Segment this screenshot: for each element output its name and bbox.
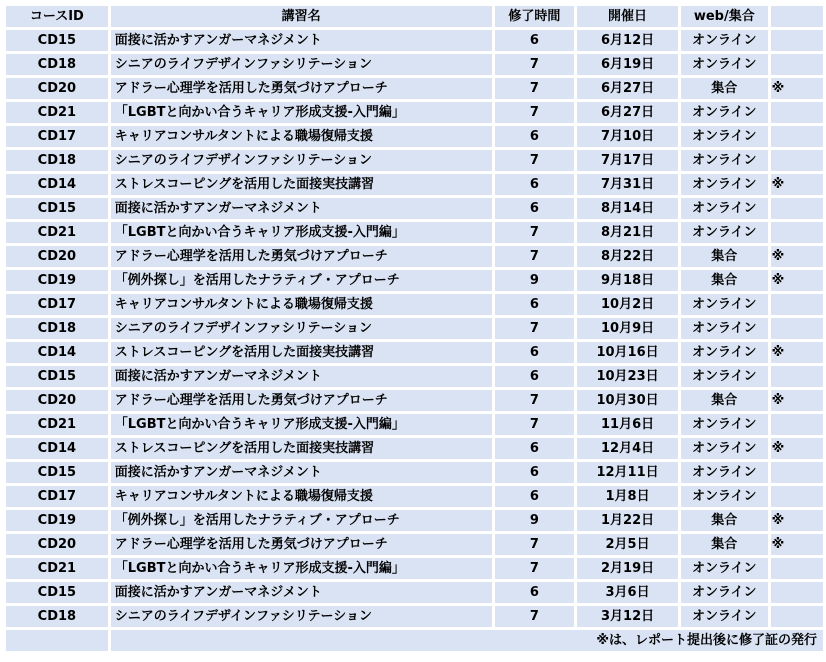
cell-date: 10月9日	[577, 318, 678, 339]
cell-completion-hours: 6	[495, 582, 575, 603]
cell-report-mark	[771, 222, 823, 243]
cell-date: 6月12日	[577, 30, 678, 51]
table-row	[6, 606, 823, 627]
cell-report-mark	[771, 414, 823, 435]
cell-format: 集合	[681, 270, 768, 291]
table-row	[6, 438, 823, 459]
cell-completion-hours: 7	[495, 222, 575, 243]
cell-format: オンライン	[681, 294, 768, 315]
cell-completion-hours: 9	[495, 270, 575, 291]
table-row	[6, 174, 823, 195]
cell-report-mark	[771, 606, 823, 627]
cell-course-name: 「LGBTと向かい合うキャリア形成支援-入門編」	[111, 558, 492, 579]
cell-course-id: CD21	[6, 222, 108, 243]
cell-date: 6月19日	[577, 54, 678, 75]
table-row	[6, 150, 823, 171]
cell-report-mark: ※	[771, 246, 823, 267]
table-row	[6, 414, 823, 435]
cell-course-id: CD15	[6, 462, 108, 483]
cell-course-name: ストレスコーピングを活用した面接実技講習	[111, 342, 492, 363]
cell-course-name: シニアのライフデザインファシリテーション	[111, 54, 492, 75]
cell-report-mark	[771, 126, 823, 147]
cell-date: 8月14日	[577, 198, 678, 219]
cell-date: 9月18日	[577, 270, 678, 291]
cell-completion-hours: 6	[495, 198, 575, 219]
cell-course-name: 面接に活かすアンガーマネジメント	[111, 198, 492, 219]
cell-course-name: 「LGBTと向かい合うキャリア形成支援-入門編」	[111, 222, 492, 243]
cell-format: オンライン	[681, 438, 768, 459]
footnote-cell-empty	[6, 630, 108, 651]
cell-course-name: 「LGBTと向かい合うキャリア形成支援-入門編」	[111, 414, 492, 435]
cell-course-id: CD19	[6, 510, 108, 531]
cell-format: オンライン	[681, 102, 768, 123]
cell-format: オンライン	[681, 54, 768, 75]
cell-report-mark	[771, 198, 823, 219]
cell-completion-hours: 7	[495, 246, 575, 267]
cell-format: オンライン	[681, 126, 768, 147]
cell-completion-hours: 6	[495, 174, 575, 195]
cell-format: オンライン	[681, 222, 768, 243]
table-row	[6, 462, 823, 483]
cell-completion-hours: 7	[495, 318, 575, 339]
cell-completion-hours: 6	[495, 462, 575, 483]
cell-completion-hours: 6	[495, 366, 575, 387]
header-completion-hours: 修了時間	[495, 6, 575, 27]
cell-course-name: アドラー心理学を活用した勇気づけアプローチ	[111, 390, 492, 411]
cell-course-name: キャリアコンサルタントによる職場復帰支援	[111, 486, 492, 507]
cell-report-mark	[771, 54, 823, 75]
cell-report-mark: ※	[771, 270, 823, 291]
cell-report-mark: ※	[771, 510, 823, 531]
cell-completion-hours: 6	[495, 126, 575, 147]
cell-format: オンライン	[681, 582, 768, 603]
cell-course-name: 面接に活かすアンガーマネジメント	[111, 462, 492, 483]
cell-report-mark	[771, 150, 823, 171]
table-row	[6, 54, 823, 75]
course-schedule-table	[3, 3, 826, 654]
cell-course-name: シニアのライフデザインファシリテーション	[111, 150, 492, 171]
cell-course-id: CD19	[6, 270, 108, 291]
cell-format: 集合	[681, 510, 768, 531]
cell-format: オンライン	[681, 414, 768, 435]
header-mark	[771, 6, 823, 27]
cell-completion-hours: 6	[495, 30, 575, 51]
cell-course-name: 「LGBTと向かい合うキャリア形成支援-入門編」	[111, 102, 492, 123]
cell-course-name: アドラー心理学を活用した勇気づけアプローチ	[111, 78, 492, 99]
header-course-id: コースID	[6, 6, 108, 27]
cell-completion-hours: 6	[495, 438, 575, 459]
cell-date: 2月5日	[577, 534, 678, 555]
cell-report-mark	[771, 318, 823, 339]
cell-course-name: シニアのライフデザインファシリテーション	[111, 318, 492, 339]
cell-date: 7月17日	[577, 150, 678, 171]
table-row	[6, 222, 823, 243]
cell-course-id: CD18	[6, 606, 108, 627]
cell-course-id: CD17	[6, 294, 108, 315]
header-row	[6, 6, 823, 27]
cell-course-name: アドラー心理学を活用した勇気づけアプローチ	[111, 534, 492, 555]
table-row	[6, 534, 823, 555]
cell-format: 集合	[681, 534, 768, 555]
cell-date: 10月23日	[577, 366, 678, 387]
table-row	[6, 102, 823, 123]
cell-course-name: ストレスコーピングを活用した面接実技講習	[111, 438, 492, 459]
cell-course-id: CD20	[6, 390, 108, 411]
cell-completion-hours: 7	[495, 150, 575, 171]
cell-completion-hours: 7	[495, 102, 575, 123]
cell-course-name: 「例外探し」を活用したナラティブ・アプローチ	[111, 270, 492, 291]
cell-date: 3月12日	[577, 606, 678, 627]
cell-format: オンライン	[681, 462, 768, 483]
header-date: 開催日	[577, 6, 678, 27]
cell-report-mark: ※	[771, 342, 823, 363]
cell-completion-hours: 6	[495, 486, 575, 507]
cell-report-mark: ※	[771, 534, 823, 555]
cell-date: 1月8日	[577, 486, 678, 507]
footnote-row	[6, 630, 823, 651]
cell-date: 6月27日	[577, 102, 678, 123]
cell-report-mark	[771, 30, 823, 51]
cell-date: 8月21日	[577, 222, 678, 243]
table-row	[6, 486, 823, 507]
cell-format: オンライン	[681, 606, 768, 627]
cell-format: オンライン	[681, 30, 768, 51]
cell-format: 集合	[681, 78, 768, 99]
cell-course-name: キャリアコンサルタントによる職場復帰支援	[111, 126, 492, 147]
cell-date: 1月22日	[577, 510, 678, 531]
cell-format: オンライン	[681, 150, 768, 171]
cell-date: 10月30日	[577, 390, 678, 411]
table-row	[6, 510, 823, 531]
cell-date: 7月10日	[577, 126, 678, 147]
table-row	[6, 270, 823, 291]
table-row	[6, 126, 823, 147]
table-row	[6, 318, 823, 339]
cell-course-id: CD21	[6, 558, 108, 579]
cell-report-mark	[771, 558, 823, 579]
cell-course-id: CD14	[6, 438, 108, 459]
cell-completion-hours: 7	[495, 78, 575, 99]
cell-completion-hours: 6	[495, 294, 575, 315]
cell-course-id: CD15	[6, 198, 108, 219]
cell-report-mark	[771, 366, 823, 387]
cell-format: オンライン	[681, 318, 768, 339]
cell-report-mark	[771, 294, 823, 315]
cell-course-name: 「例外探し」を活用したナラティブ・アプローチ	[111, 510, 492, 531]
cell-course-id: CD20	[6, 534, 108, 555]
cell-course-id: CD18	[6, 318, 108, 339]
cell-date: 6月27日	[577, 78, 678, 99]
cell-completion-hours: 7	[495, 558, 575, 579]
cell-completion-hours: 7	[495, 606, 575, 627]
cell-date: 11月6日	[577, 414, 678, 435]
cell-date: 2月19日	[577, 558, 678, 579]
cell-course-id: CD15	[6, 366, 108, 387]
cell-date: 10月2日	[577, 294, 678, 315]
cell-completion-hours: 6	[495, 342, 575, 363]
table-row	[6, 78, 823, 99]
table-row	[6, 390, 823, 411]
table-row	[6, 294, 823, 315]
cell-course-id: CD15	[6, 582, 108, 603]
cell-report-mark: ※	[771, 174, 823, 195]
cell-course-id: CD21	[6, 414, 108, 435]
cell-format: オンライン	[681, 342, 768, 363]
cell-course-name: ストレスコーピングを活用した面接実技講習	[111, 174, 492, 195]
footnote: ※は、レポート提出後に修了証の発行	[111, 630, 823, 651]
cell-report-mark	[771, 486, 823, 507]
cell-course-name: 面接に活かすアンガーマネジメント	[111, 30, 492, 51]
cell-date: 12月11日	[577, 462, 678, 483]
cell-course-id: CD14	[6, 342, 108, 363]
cell-format: オンライン	[681, 174, 768, 195]
table-row	[6, 198, 823, 219]
cell-format: 集合	[681, 246, 768, 267]
cell-report-mark: ※	[771, 390, 823, 411]
cell-course-id: CD20	[6, 78, 108, 99]
cell-date: 3月6日	[577, 582, 678, 603]
cell-date: 7月31日	[577, 174, 678, 195]
cell-completion-hours: 9	[495, 510, 575, 531]
cell-course-id: CD18	[6, 54, 108, 75]
cell-report-mark	[771, 102, 823, 123]
cell-format: 集合	[681, 390, 768, 411]
header-course-name: 講習名	[111, 6, 492, 27]
cell-format: オンライン	[681, 198, 768, 219]
cell-format: オンライン	[681, 486, 768, 507]
cell-format: オンライン	[681, 558, 768, 579]
table-row	[6, 558, 823, 579]
cell-date: 10月16日	[577, 342, 678, 363]
cell-course-id: CD18	[6, 150, 108, 171]
cell-format: オンライン	[681, 366, 768, 387]
cell-course-id: CD17	[6, 126, 108, 147]
table-row	[6, 246, 823, 267]
cell-course-name: アドラー心理学を活用した勇気づけアプローチ	[111, 246, 492, 267]
cell-course-name: キャリアコンサルタントによる職場復帰支援	[111, 294, 492, 315]
cell-course-name: 面接に活かすアンガーマネジメント	[111, 582, 492, 603]
cell-course-id: CD14	[6, 174, 108, 195]
cell-report-mark: ※	[771, 78, 823, 99]
table-row	[6, 30, 823, 51]
cell-report-mark: ※	[771, 438, 823, 459]
cell-completion-hours: 7	[495, 54, 575, 75]
header-format: web/集合	[681, 6, 768, 27]
cell-completion-hours: 7	[495, 414, 575, 435]
cell-course-id: CD20	[6, 246, 108, 267]
cell-date: 12月4日	[577, 438, 678, 459]
cell-course-name: 面接に活かすアンガーマネジメント	[111, 366, 492, 387]
cell-date: 8月22日	[577, 246, 678, 267]
cell-course-id: CD15	[6, 30, 108, 51]
cell-report-mark	[771, 462, 823, 483]
cell-course-id: CD17	[6, 486, 108, 507]
table-row	[6, 582, 823, 603]
table-row	[6, 342, 823, 363]
cell-completion-hours: 7	[495, 390, 575, 411]
cell-report-mark	[771, 582, 823, 603]
cell-completion-hours: 7	[495, 534, 575, 555]
cell-course-id: CD21	[6, 102, 108, 123]
cell-course-name: シニアのライフデザインファシリテーション	[111, 606, 492, 627]
table-row	[6, 366, 823, 387]
